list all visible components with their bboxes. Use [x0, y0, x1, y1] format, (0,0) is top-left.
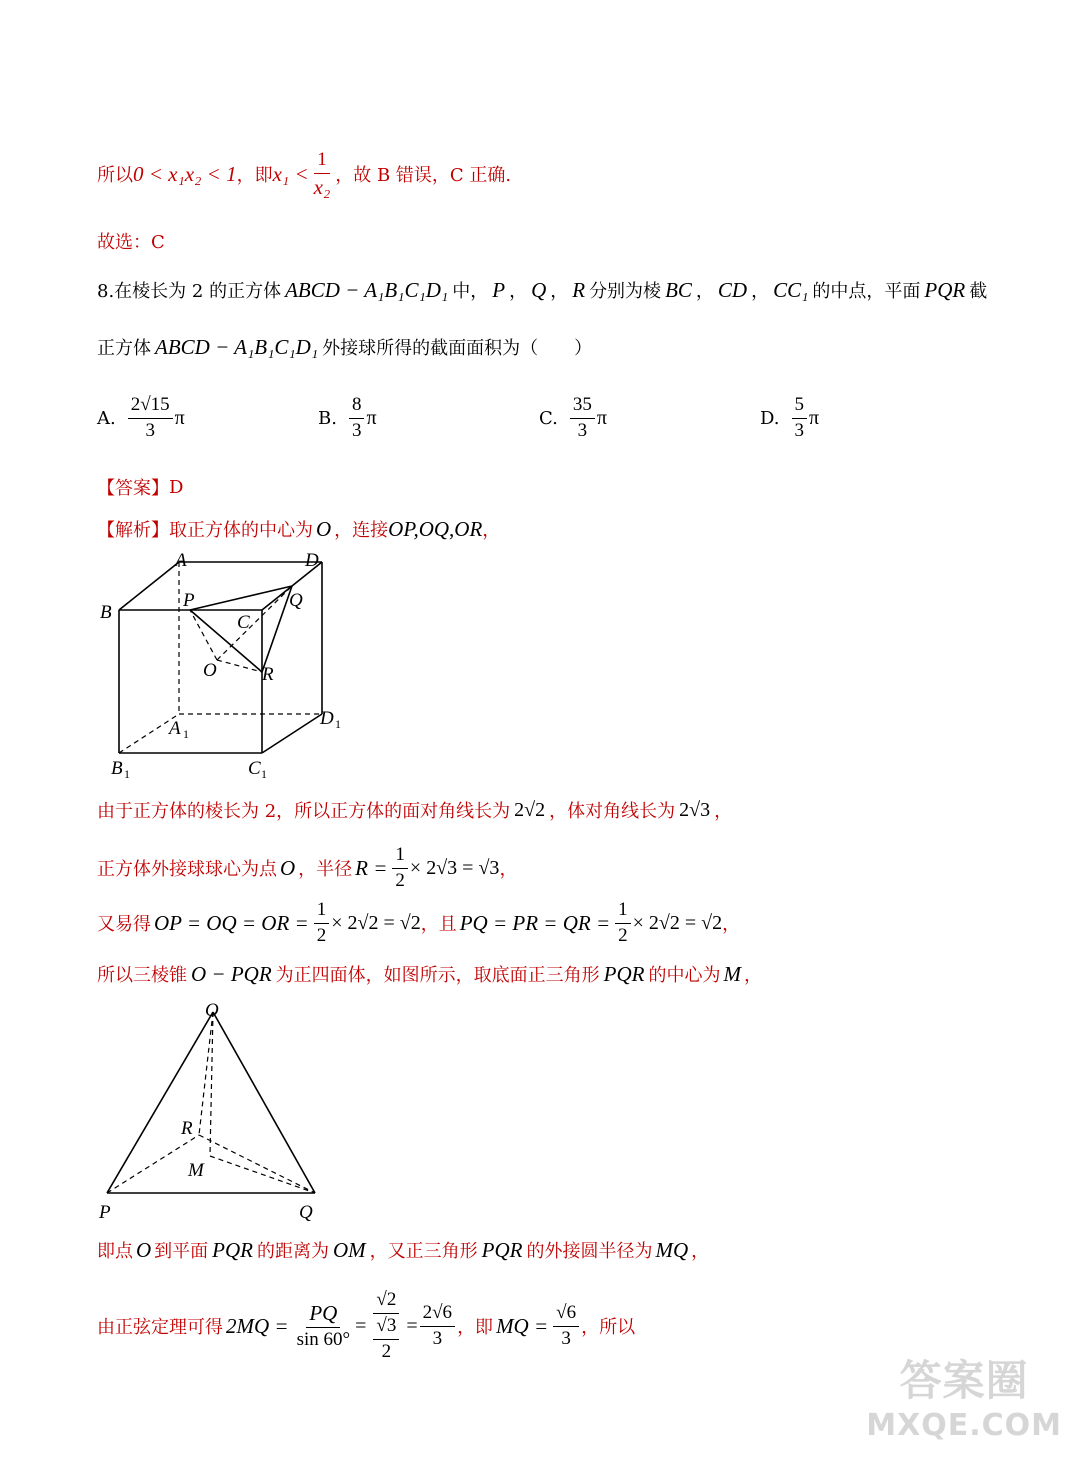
math-point: M	[723, 961, 741, 986]
denominator: x₂	[313, 174, 331, 199]
label-p: P	[99, 1202, 111, 1223]
option-b[interactable]	[318, 395, 377, 442]
text: ，	[744, 965, 762, 986]
math-expr: OP = OQ = OR =	[154, 910, 309, 935]
option-label: A.	[97, 407, 116, 429]
edge-pr	[107, 1135, 199, 1193]
text: ，且	[420, 914, 457, 936]
analysis-line-7: 由正弦定理可得 2MQ = $\frac{PQ}{\sin 60^\circ}$ = $\frac{√2}{\frac{√3}{2}}$ = $\frac{2√6}{3}$ ，即 MQ = $\frac{√6}{3}$ ，所以	[97, 1289, 636, 1362]
label-d1: D	[320, 708, 334, 729]
math-point: R	[572, 277, 586, 302]
text: ，	[691, 1241, 710, 1262]
option-c[interactable]	[539, 395, 607, 442]
label-b: B	[100, 602, 112, 623]
analysis-label: 【解析】	[97, 520, 169, 541]
text: 外接球所得的截面面积为（ ）	[322, 338, 593, 359]
math-point: O	[136, 1237, 152, 1262]
text: 中，	[452, 281, 489, 302]
numerator: √2	[373, 1290, 399, 1314]
label-r: R	[262, 664, 274, 685]
math-segments: OP,OQ,OR	[388, 516, 483, 541]
pi-symbol: π	[809, 406, 820, 429]
label-o: O	[205, 1000, 219, 1021]
text: 由正弦定理可得	[97, 1317, 223, 1339]
numerator: √6	[553, 1303, 579, 1327]
text: 又易得	[97, 914, 151, 936]
edge-ba	[119, 562, 179, 610]
option-label: C.	[539, 407, 558, 429]
answer-line	[97, 474, 183, 500]
seg-mq	[210, 1156, 315, 1193]
pi-symbol: π	[366, 406, 377, 429]
text: 8.在棱长为 2 的正方体	[97, 281, 282, 302]
pi-symbol: π	[596, 406, 607, 429]
math-expr: × 2√2 = √2	[331, 911, 421, 934]
fraction	[420, 1303, 455, 1350]
text: 的中心为	[648, 965, 721, 986]
text: ，体对角线长为	[549, 801, 676, 822]
fraction	[128, 395, 173, 442]
text: ，	[482, 520, 501, 541]
text: ，连接	[334, 520, 389, 541]
numerator: 35	[570, 395, 595, 419]
option-a[interactable]	[97, 395, 185, 442]
text: 由于正方体的棱长为 2，所以正方体的面对角线长为	[97, 801, 511, 822]
watermark-url: MXQE.COM	[866, 1408, 1062, 1443]
math-point: O	[316, 516, 332, 541]
text: 正方体外接球球心为点	[97, 859, 277, 881]
denominator: 3	[561, 1327, 571, 1349]
denominator: 3	[794, 419, 805, 441]
numerator: 2√15	[128, 395, 173, 419]
answer-label: 【答案】	[97, 478, 169, 499]
fraction: $\frac{1}{2}$	[615, 900, 631, 947]
text: 的距离为	[257, 1241, 329, 1262]
numerator: PQ	[306, 1302, 340, 1328]
text: 所以三棱锥	[97, 965, 187, 986]
text: ，所以	[581, 1317, 636, 1339]
fraction: $\frac{1}{2}$	[314, 900, 330, 947]
text: ，即	[457, 1317, 494, 1339]
numerator: √3	[373, 1316, 399, 1340]
fraction	[311, 150, 334, 199]
math-expr: 2MQ =	[226, 1313, 289, 1338]
q8-stem-line-2	[97, 334, 592, 360]
math-point: Q	[531, 277, 547, 302]
math-point: O	[280, 855, 296, 880]
math-segment: OM	[333, 1237, 366, 1262]
edge-rq	[199, 1135, 315, 1193]
fraction	[553, 1303, 579, 1350]
option-label: D.	[760, 407, 780, 429]
edge-or	[199, 1012, 213, 1135]
label-c: C	[237, 612, 250, 633]
label-a1-sub: 1	[183, 727, 189, 741]
fraction	[349, 395, 365, 442]
analysis-line-5	[97, 961, 762, 987]
denominator: 3	[145, 419, 155, 441]
text: 到平面	[154, 1241, 209, 1262]
math-edge: CC₁	[773, 277, 809, 302]
cube-figure	[95, 548, 355, 780]
text: ，又正三角形	[369, 1241, 478, 1262]
analysis-line-3	[97, 845, 517, 892]
label-b1-sub: 1	[124, 767, 130, 780]
analysis-line-2	[97, 797, 732, 823]
label-q: Q	[289, 590, 303, 611]
fraction	[570, 395, 595, 442]
text: 的外接圆半径为	[526, 1241, 653, 1262]
text: 分别为棱	[589, 281, 662, 302]
math-expr: R =	[355, 855, 388, 880]
prev-conclusion-line	[97, 150, 511, 199]
fraction	[368, 1290, 404, 1363]
math-value: 2√2	[514, 798, 546, 821]
denominator: 2	[381, 1340, 392, 1362]
text: 所以	[97, 165, 133, 187]
q8-stem-line-1: 8.在棱长为 2 的正方体 ABCD − A₁B₁C₁D₁ 中， P ， Q ， R 分别为棱 BC ， CD ， CC₁ 的中点，平面 PQR 截	[97, 277, 988, 302]
label-d: D	[305, 550, 319, 571]
text: 取正方体的中心为	[169, 520, 313, 541]
math-expr: × 2√3 = √3	[409, 856, 500, 879]
label-d1-sub: 1	[335, 717, 341, 731]
text: 即点	[97, 1241, 133, 1262]
fraction	[294, 1302, 354, 1351]
label-p: P	[183, 590, 195, 611]
denominator: 3	[577, 419, 588, 441]
watermark	[866, 1348, 1062, 1443]
denominator	[368, 1314, 404, 1363]
math-cube-name: ABCD − A₁B₁C₁D₁	[155, 334, 319, 359]
math-segment: MQ	[655, 1237, 689, 1262]
math-expr: MQ =	[496, 1313, 549, 1338]
text: 为正四面体，如图所示，取底面正三角形	[275, 965, 600, 986]
label-m: M	[188, 1160, 204, 1181]
denominator: 3	[351, 419, 362, 441]
math-plane: PQR	[481, 1237, 523, 1262]
math-inequality: x₁ <	[272, 161, 309, 186]
pi-symbol: π	[174, 406, 185, 429]
math-plane: PQR	[603, 961, 645, 986]
denominator: 3	[432, 1327, 443, 1349]
prev-choice	[97, 228, 165, 254]
answer-value: D	[169, 476, 184, 498]
text: 故选：C	[97, 232, 165, 253]
fraction: $\frac{1}{2}$	[392, 845, 408, 892]
numerator: 2√6	[420, 1303, 455, 1327]
text: 截	[969, 281, 988, 302]
label-a1: A	[169, 718, 181, 739]
label-b1: B	[111, 758, 123, 779]
label-c1-sub: 1	[261, 767, 267, 780]
text: ，故 B 错误，C 正确.	[335, 165, 512, 187]
fraction	[792, 395, 808, 442]
edge-c1d1	[262, 714, 322, 753]
watermark-logo: 答案圈	[899, 1356, 1029, 1405]
math-cube-name: ABCD − A₁B₁C₁D₁	[285, 277, 449, 302]
math-inequality: 0 < x₁x₂ < 1	[133, 161, 237, 186]
seg-oq	[217, 586, 292, 660]
text: ，	[499, 859, 518, 881]
numerator: 5	[792, 395, 808, 419]
math-point: P	[492, 277, 506, 302]
analysis-line-4	[97, 900, 740, 947]
numerator: 8	[349, 395, 365, 419]
label-o: O	[203, 660, 217, 681]
label-r: R	[181, 1118, 193, 1139]
math-plane: PQR	[212, 1237, 253, 1262]
label-q: Q	[299, 1202, 313, 1223]
text: ，	[714, 801, 733, 822]
math-edge: BC	[665, 277, 692, 302]
analysis-line-6	[97, 1237, 709, 1263]
denominator: sin 60°	[296, 1328, 351, 1350]
label-a: A	[175, 550, 187, 571]
math-expr: × 2√2 = √2	[632, 911, 723, 934]
option-d[interactable]	[760, 395, 819, 442]
label-c1: C	[248, 758, 261, 779]
fraction	[373, 1316, 399, 1363]
analysis-line-1	[97, 516, 500, 542]
math-edge: CD	[717, 277, 748, 302]
math-value: 2√3	[679, 798, 711, 821]
text: ，即	[236, 165, 273, 187]
text: 正方体	[97, 338, 151, 359]
math-expr: PQ = PR = QR =	[459, 910, 611, 935]
numerator: 1	[314, 150, 330, 174]
text: ，半径	[298, 859, 353, 881]
tetrahedron-figure	[95, 998, 335, 1228]
math-plane: PQR	[924, 277, 966, 302]
math-expr: O − PQR	[191, 961, 272, 986]
edge-oq	[213, 1012, 315, 1193]
text: 的中点，平面	[812, 281, 921, 302]
option-label: B.	[318, 407, 337, 429]
text: ，	[722, 914, 741, 936]
seg-op	[190, 610, 217, 660]
